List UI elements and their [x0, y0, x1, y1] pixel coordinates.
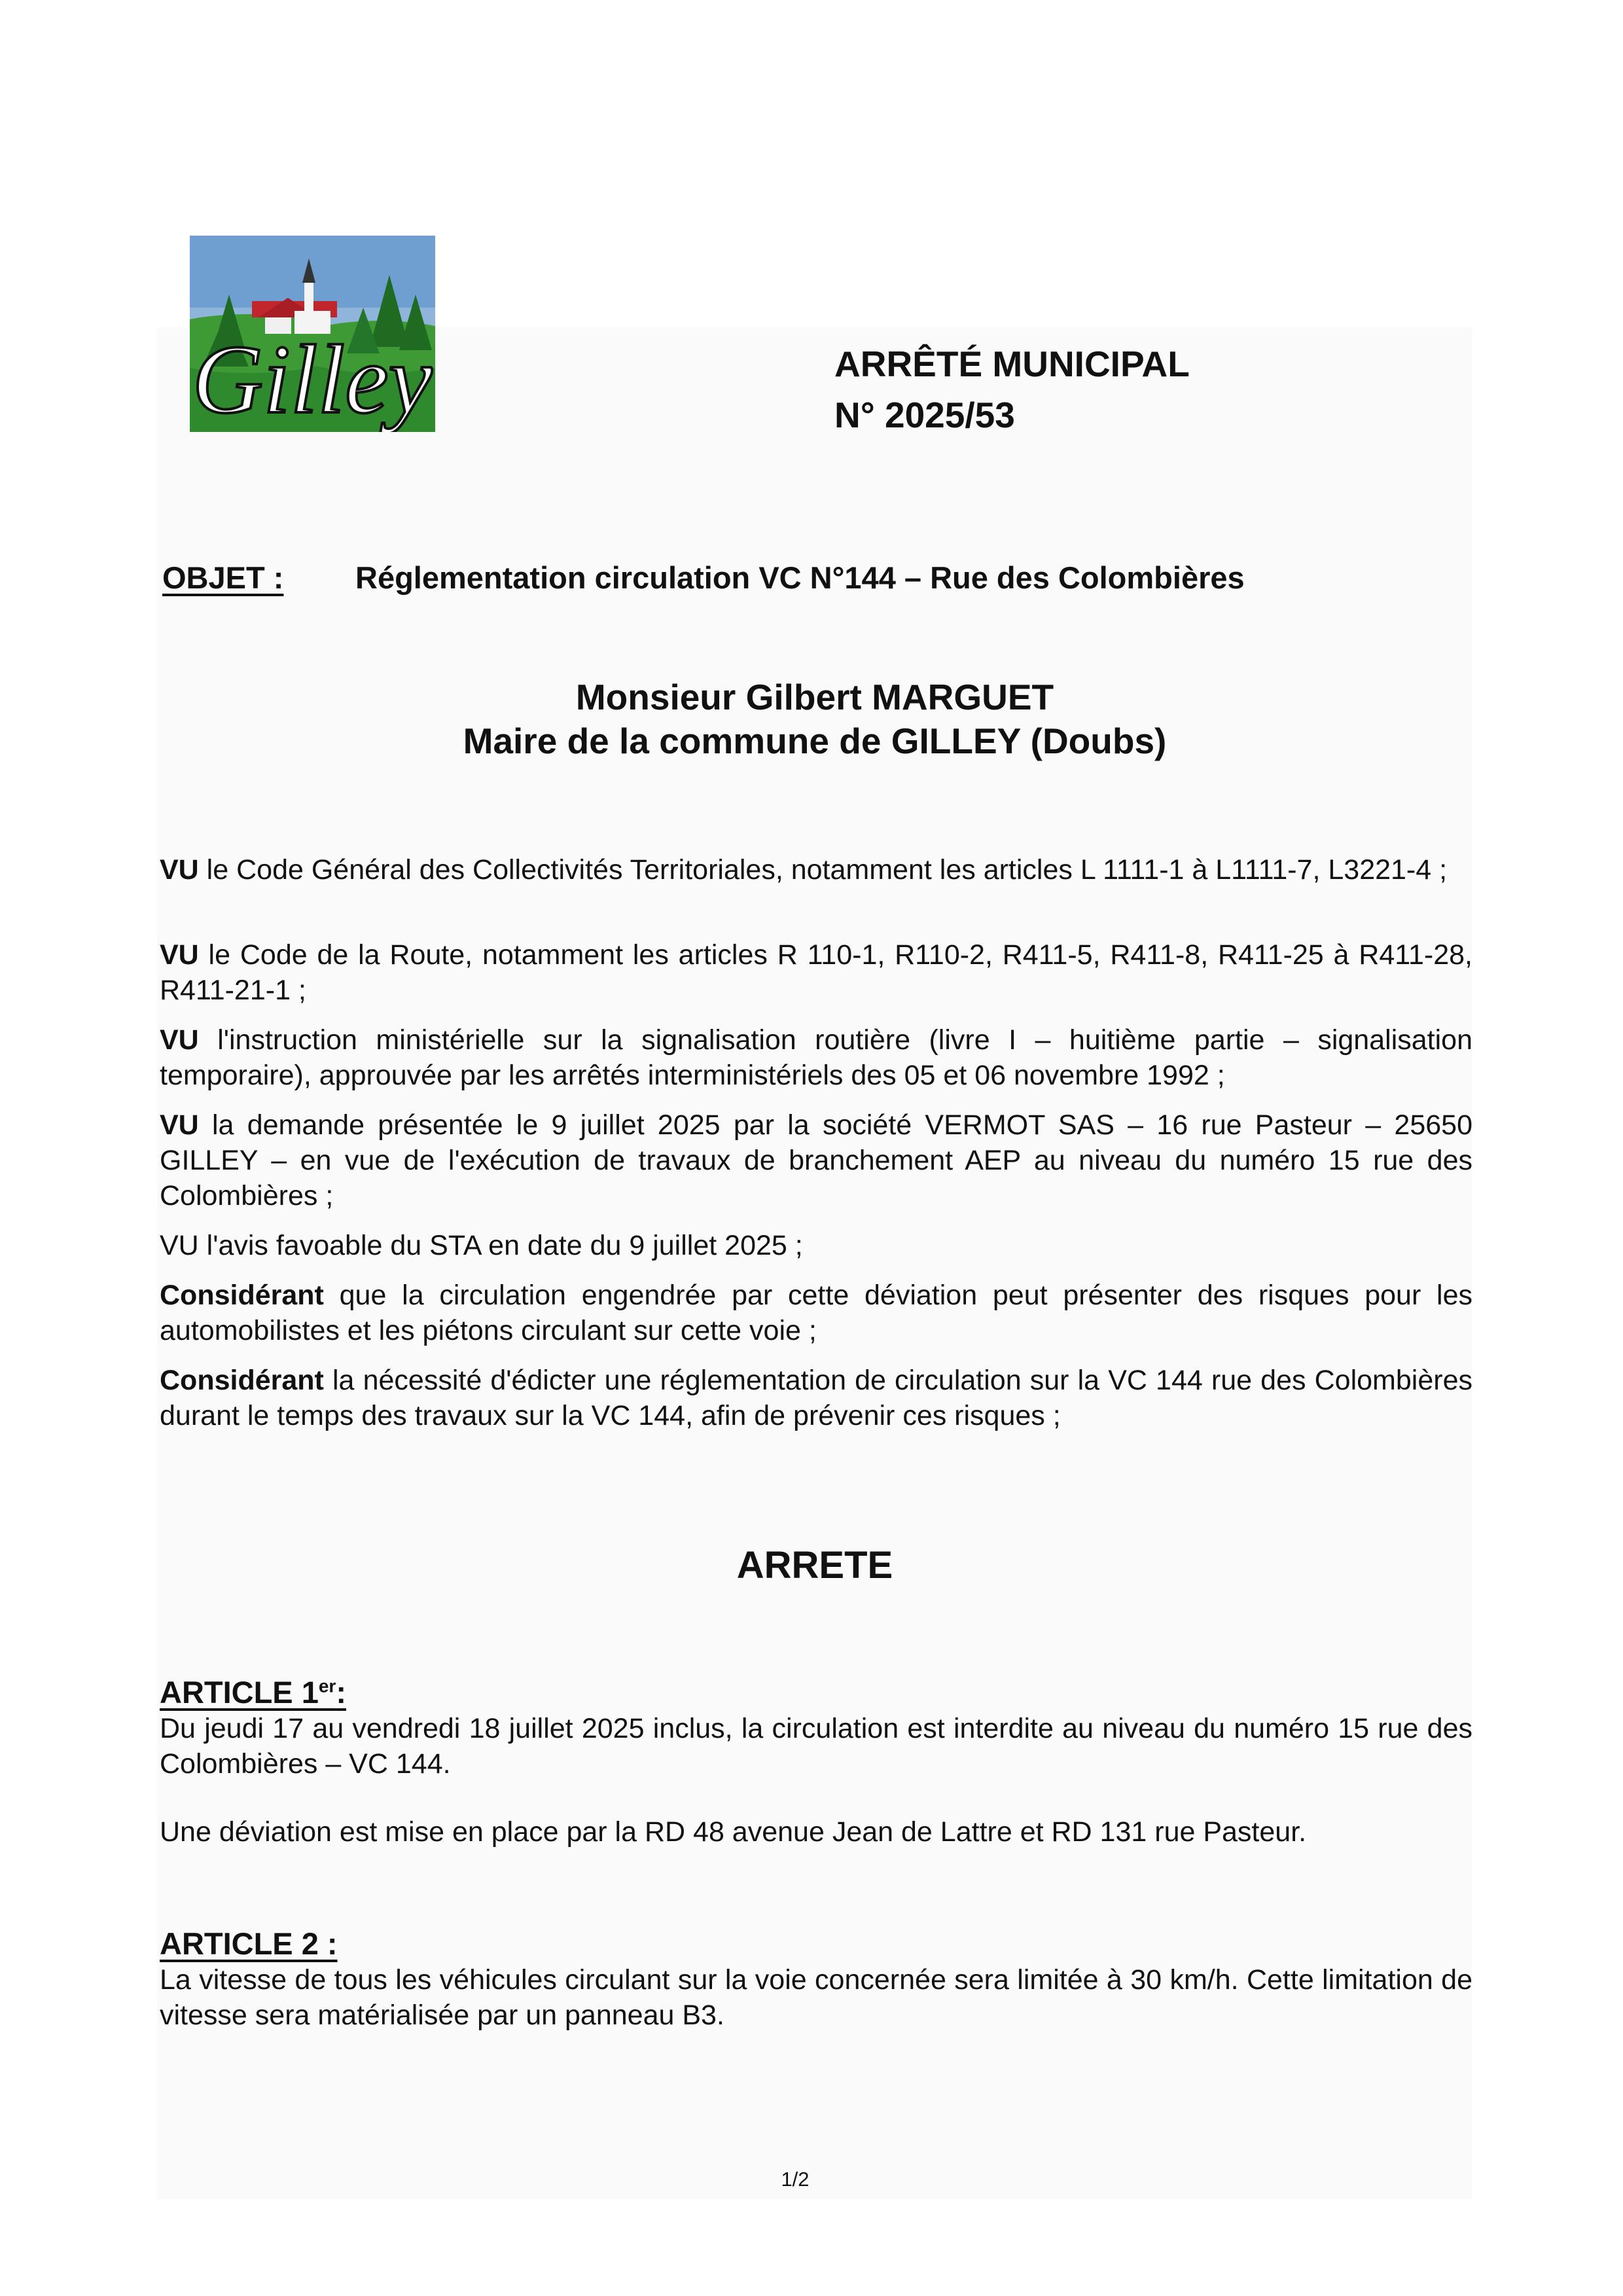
mayor-block [157, 675, 1472, 763]
consideration-item [160, 937, 1472, 1008]
consideration-item [160, 1278, 1472, 1348]
consideration-text: que la circulation engendrée par cette déviation peut présenter des risques pour les automobilistes et les piétons circulant sur cette voie ; [160, 1280, 1472, 1346]
mayor-name: Monsieur Gilbert MARGUET [575, 677, 1054, 717]
title-line-2: N° 2025/53 [834, 395, 1015, 435]
consideration-lead: VU [160, 939, 199, 971]
gilley-logo [190, 236, 435, 432]
consideration-item [160, 1228, 1472, 1263]
article-1-body [160, 1711, 1472, 1782]
consideration-lead: VU [160, 854, 199, 886]
page-background [157, 327, 1472, 2199]
consideration-lead: VU [160, 1109, 199, 1141]
page-number: 1/2 [781, 2168, 810, 2191]
article-2-para-1: La vitesse de tous les véhicules circulant sur la voie concernée sera limitée à 30 km/h. Cette limitation de vitesse sera matérialisée par un panneau B3. [160, 1964, 1472, 2031]
consideration-text: VU l'avis favoable du STA en date du 9 juillet 2025 ; [160, 1230, 803, 1261]
article-1-title-sup: er [318, 1676, 336, 1696]
consideration-item [160, 1022, 1472, 1093]
consideration-lead: Considérant [160, 1280, 324, 1311]
objet-text: Réglementation circulation VC N°144 – Rue des Colombières [355, 560, 1245, 595]
consideration-text: la demande présentée le 9 juillet 2025 par la société VERMOT SAS – 16 rue Pasteur – 25650 GILLEY – en vue de l'exécution de travaux de branchement AEP au niveau du numéro 15 rue des Colombières ; [160, 1109, 1472, 1211]
objet-line [162, 560, 1245, 596]
document-title [834, 338, 1190, 440]
article-1-title-colon: : [336, 1675, 346, 1710]
arrete-heading: ARRETE [736, 1544, 893, 1587]
article-1-title-text: ARTICLE 1 [160, 1675, 319, 1710]
article-1-para-1: Du jeudi 17 au vendredi 18 juillet 2025 inclus, la circulation est interdite au niveau du numéro 15 rue des Colombières – VC 144. [160, 1713, 1472, 1780]
consideration-text: le Code Général des Collectivités Territoriales, notamment les articles L 1111-1 à L1111-7, L3221-4 ; [198, 854, 1448, 886]
consideration-item [160, 852, 1472, 888]
article-1-para-2: Une déviation est mise en place par la RD 48 avenue Jean de Lattre et RD 131 rue Pasteur. [160, 1816, 1307, 1848]
consideration-lead: Considérant [160, 1365, 324, 1396]
article-2-title: ARTICLE 2 : [160, 1926, 338, 1961]
objet-label: OBJET : [162, 560, 284, 595]
article-1-body-2 [160, 1814, 1472, 1850]
consideration-text: l'instruction ministérielle sur la signalisation routière (livre I – huitième partie – signalisation temporaire), approuvée par les arrêtés interministériels des 05 et 06 novembre 1992 ; [160, 1024, 1472, 1091]
logo-text: Gilley [192, 325, 433, 432]
title-line-1: ARRÊTÉ MUNICIPAL [834, 344, 1190, 384]
consideration-lead: VU [160, 1024, 199, 1056]
article-1-title [160, 1674, 346, 1710]
mayor-title: Maire de la commune de GILLEY (Doubs) [463, 721, 1167, 761]
consideration-item [160, 1363, 1472, 1433]
consideration-text: le Code de la Route, notamment les articles R 110-1, R110-2, R411-5, R411-8, R411-25 à R411-28, R411-21-1 ; [160, 939, 1472, 1006]
consideration-text: la nécessité d'édicter une réglementation de circulation sur la VC 144 rue des Colombières durant le temps des travaux sur la VC 144, afin de prévenir ces risques ; [160, 1365, 1472, 1431]
consideration-item [160, 1107, 1472, 1213]
article-2-body [160, 1962, 1472, 2033]
